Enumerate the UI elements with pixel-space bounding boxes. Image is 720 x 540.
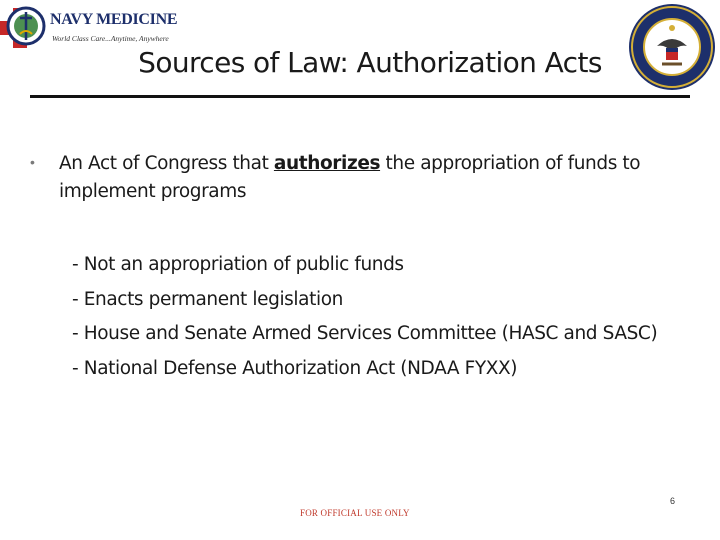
sub-item-list	[72, 248, 712, 386]
slide-title: Sources of Law: Authorization Acts	[138, 46, 602, 79]
navy-medicine-emblem-icon	[0, 4, 52, 52]
title-divider	[30, 95, 690, 98]
logo-title: NAVY MEDICINE	[50, 11, 178, 28]
bullet-emphasis: authorizes	[273, 153, 381, 174]
sub-item: - House and Senate Armed Services Committee (HASC and SASC)	[72, 323, 658, 344]
navy-medicine-logo	[0, 4, 178, 52]
sub-item: - National Defense Authorization Act (NDAA FYXX)	[72, 357, 518, 379]
classification-footer: FOR OFFICIAL USE ONLY	[300, 508, 410, 518]
bullet-text-after: the appropriation of funds to implement programs	[59, 153, 641, 202]
bullet-icon: •	[30, 154, 35, 170]
sub-item: - Not an appropriation of public funds	[72, 254, 404, 275]
page-number: 6	[670, 496, 676, 506]
sub-item: - Enacts permanent legislation	[72, 288, 343, 310]
bullet-text-before: An Act of Congress that	[59, 153, 274, 174]
logo-tagline: World Class Care...Anytime, Anywhere	[52, 34, 169, 43]
bullet-text	[59, 150, 699, 206]
